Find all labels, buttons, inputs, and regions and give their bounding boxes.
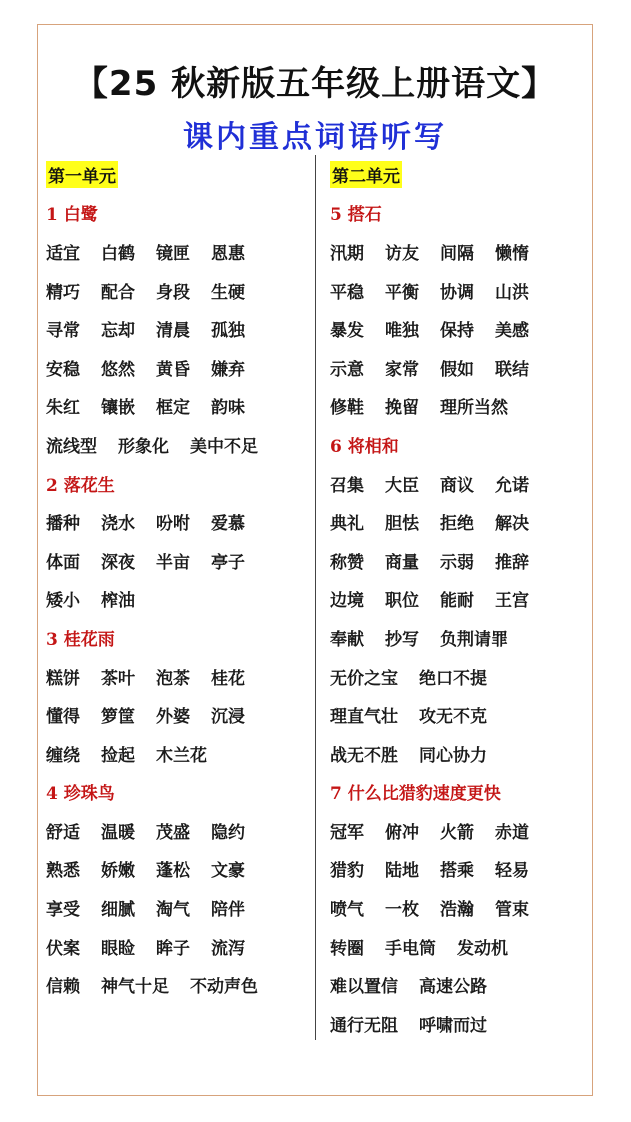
vocab-word: 伏案 (46, 938, 80, 959)
vocab-word: 流泻 (211, 938, 245, 959)
word-row (330, 348, 588, 387)
vocab-word: 修鞋 (330, 398, 364, 419)
word-row (46, 232, 308, 271)
vocab-word: 懂得 (46, 707, 80, 728)
vocab-word: 韵味 (211, 398, 245, 419)
vocab-word: 家常 (385, 359, 419, 380)
vocab-word: 赤道 (495, 822, 529, 843)
vocab-word: 享受 (46, 900, 80, 921)
vocab-word: 蓬松 (156, 861, 190, 882)
vocab-word: 王宫 (495, 591, 529, 612)
lesson-title: 4 珍珠鸟 (46, 784, 115, 805)
vocab-word: 搭乘 (440, 861, 474, 882)
vocab-word: 身段 (156, 282, 190, 303)
word-row (330, 695, 588, 734)
vocab-word: 矮小 (46, 591, 80, 612)
vocab-word: 绝口不提 (419, 668, 487, 689)
word-row (330, 811, 588, 850)
vocab-word: 大臣 (385, 475, 419, 496)
vocab-word: 浇水 (101, 514, 135, 535)
vocab-word: 攻无不克 (419, 707, 487, 728)
vocab-word: 茂盛 (156, 822, 190, 843)
vocab-word: 眸子 (156, 938, 190, 959)
vocab-word: 美感 (495, 321, 529, 342)
vocab-word: 解决 (495, 514, 529, 535)
word-row (330, 232, 588, 271)
vocab-word: 负荆请罪 (440, 629, 508, 650)
vocab-word: 暴发 (330, 321, 364, 342)
vocab-word: 管束 (495, 900, 529, 921)
vocab-word: 保持 (440, 321, 474, 342)
vocab-word: 允诺 (495, 475, 529, 496)
word-row (46, 502, 308, 541)
word-row (330, 502, 588, 541)
vocab-word: 俯冲 (385, 822, 419, 843)
word-row (330, 387, 588, 426)
vocab-word: 间隔 (440, 243, 474, 264)
lesson-title: 6 将相和 (330, 436, 399, 457)
vocab-word: 难以置信 (330, 977, 398, 998)
vocab-word: 一枚 (385, 900, 419, 921)
word-row (46, 734, 308, 773)
vocab-word: 示弱 (440, 552, 474, 573)
vocab-word: 镜匣 (156, 243, 190, 264)
vocab-word: 淘气 (156, 900, 190, 921)
vocab-word: 抄写 (385, 629, 419, 650)
vocab-word: 恩惠 (211, 243, 245, 264)
vocab-word: 商议 (440, 475, 474, 496)
word-row (46, 425, 308, 464)
vocab-word: 呼啸而过 (419, 1015, 487, 1036)
vocab-word: 浩瀚 (440, 900, 474, 921)
vocab-word: 外婆 (156, 707, 190, 728)
vocab-word: 猎豹 (330, 861, 364, 882)
word-row (46, 695, 308, 734)
vocab-word: 转圈 (330, 938, 364, 959)
vocab-word: 细腻 (101, 900, 135, 921)
vocab-word: 理所当然 (440, 398, 508, 419)
vocab-word: 山洪 (495, 282, 529, 303)
vocab-word: 熟悉 (46, 861, 80, 882)
vocab-word: 木兰花 (156, 745, 207, 766)
vocab-word: 糕饼 (46, 668, 80, 689)
vocab-word: 形象化 (118, 436, 169, 457)
word-row (330, 850, 588, 889)
vocab-word: 能耐 (440, 591, 474, 612)
word-row (46, 811, 308, 850)
vocab-word: 黄昏 (156, 359, 190, 380)
unit-title: 第二单元 (330, 161, 402, 188)
vocab-word: 寻常 (46, 321, 80, 342)
word-row (46, 387, 308, 426)
page-title: 【25 秋新版五年级上册语文】 (73, 64, 557, 104)
vocab-word: 体面 (46, 552, 80, 573)
vocab-word: 喷气 (330, 900, 364, 921)
lesson-title: 1 白鹭 (46, 205, 98, 226)
vocab-word: 温暖 (101, 822, 135, 843)
vocab-word: 战无不胜 (330, 745, 398, 766)
vocab-word: 眼睑 (101, 938, 135, 959)
vocab-word: 奉献 (330, 629, 364, 650)
vocab-word: 白鹤 (101, 243, 135, 264)
vocab-word: 缠绕 (46, 745, 80, 766)
vocab-word: 懒惰 (495, 243, 529, 264)
lesson-title: 3 桂花雨 (46, 629, 115, 650)
vocab-word: 典礼 (330, 514, 364, 535)
vocab-word: 访友 (385, 243, 419, 264)
vocab-word: 平稳 (330, 282, 364, 303)
word-row (46, 541, 308, 580)
vocab-word: 假如 (440, 359, 474, 380)
left-column (46, 155, 308, 1004)
word-row (46, 580, 308, 619)
word-row (330, 965, 588, 1004)
vocab-word: 推辞 (495, 552, 529, 573)
vocab-word: 示意 (330, 359, 364, 380)
vocab-word: 协调 (440, 282, 474, 303)
vocab-word: 安稳 (46, 359, 80, 380)
vocab-word: 嫌弃 (211, 359, 245, 380)
vocab-word: 桂花 (211, 668, 245, 689)
vocab-word: 配合 (101, 282, 135, 303)
unit-heading-row (330, 155, 588, 194)
lesson-title: 7 什么比猎豹速度更快 (330, 784, 501, 805)
vocab-word: 神气十足 (101, 977, 169, 998)
word-row (46, 850, 308, 889)
vocab-word: 文豪 (211, 861, 245, 882)
word-row (46, 965, 308, 1004)
vocab-word: 高速公路 (419, 977, 487, 998)
word-row (46, 348, 308, 387)
word-row (330, 618, 588, 657)
vocab-word: 挽留 (385, 398, 419, 419)
vocab-word: 播种 (46, 514, 80, 535)
vocab-word: 朱红 (46, 398, 80, 419)
vocab-word: 悠然 (101, 359, 135, 380)
vocab-word: 召集 (330, 475, 364, 496)
vocab-word: 精巧 (46, 282, 80, 303)
word-row (46, 271, 308, 310)
word-row (330, 464, 588, 503)
vocab-word: 陆地 (385, 861, 419, 882)
word-row (46, 657, 308, 696)
vocab-word: 半亩 (156, 552, 190, 573)
word-row (330, 888, 588, 927)
vocab-word: 深夜 (101, 552, 135, 573)
word-row (330, 927, 588, 966)
word-row (330, 657, 588, 696)
vocab-word: 吩咐 (156, 514, 190, 535)
vocab-word: 捡起 (101, 745, 135, 766)
vocab-word: 生硬 (211, 282, 245, 303)
vocab-word: 娇嫩 (101, 861, 135, 882)
word-row (330, 734, 588, 773)
vocab-word: 亭子 (211, 552, 245, 573)
unit-title: 第一单元 (46, 161, 118, 188)
vocab-word: 拒绝 (440, 514, 474, 535)
vocab-word: 理直气壮 (330, 707, 398, 728)
vocab-word: 火箭 (440, 822, 474, 843)
vocab-word: 舒适 (46, 822, 80, 843)
vocab-word: 通行无阻 (330, 1015, 398, 1036)
vocab-word: 不动声色 (190, 977, 258, 998)
vocab-word: 流线型 (46, 436, 97, 457)
vocab-word: 边境 (330, 591, 364, 612)
word-row (330, 580, 588, 619)
vocab-word: 发动机 (457, 938, 508, 959)
vocab-word: 同心协力 (419, 745, 487, 766)
vocab-word: 榨油 (101, 591, 135, 612)
vocab-word: 隐约 (211, 822, 245, 843)
vocab-word: 轻易 (495, 861, 529, 882)
column-divider (315, 155, 316, 1040)
vocab-word: 联结 (495, 359, 529, 380)
lesson-title: 5 搭石 (330, 205, 382, 226)
vocab-word: 镶嵌 (101, 398, 135, 419)
vocab-word: 商量 (385, 552, 419, 573)
lesson-title: 2 落花生 (46, 475, 115, 496)
vocab-word: 平衡 (385, 282, 419, 303)
vocab-word: 信赖 (46, 977, 80, 998)
vocab-word: 陪伴 (211, 900, 245, 921)
vocab-word: 无价之宝 (330, 668, 398, 689)
word-row (46, 888, 308, 927)
vocab-word: 职位 (385, 591, 419, 612)
vocab-word: 泡茶 (156, 668, 190, 689)
vocab-word: 孤独 (211, 321, 245, 342)
vocab-word: 适宜 (46, 243, 80, 264)
word-row (330, 1004, 588, 1043)
word-row (46, 927, 308, 966)
vocab-word: 称赞 (330, 552, 364, 573)
word-row (330, 271, 588, 310)
vocab-word: 爱慕 (211, 514, 245, 535)
vocab-word: 沉浸 (211, 707, 245, 728)
page-subtitle: 课内重点词语听写 (183, 120, 447, 155)
word-row (330, 309, 588, 348)
vocab-word: 汛期 (330, 243, 364, 264)
vocab-word: 忘却 (101, 321, 135, 342)
vocab-word: 美中不足 (190, 436, 258, 457)
word-row (46, 309, 308, 348)
right-column (330, 155, 588, 1043)
vocab-word: 冠军 (330, 822, 364, 843)
word-row (330, 541, 588, 580)
vocab-word: 手电筒 (385, 938, 436, 959)
vocab-word: 箩筐 (101, 707, 135, 728)
vocab-word: 清晨 (156, 321, 190, 342)
vocab-word: 胆怯 (385, 514, 419, 535)
vocab-word: 唯独 (385, 321, 419, 342)
vocab-word: 框定 (156, 398, 190, 419)
vocab-word: 茶叶 (101, 668, 135, 689)
unit-heading-row (46, 155, 308, 194)
